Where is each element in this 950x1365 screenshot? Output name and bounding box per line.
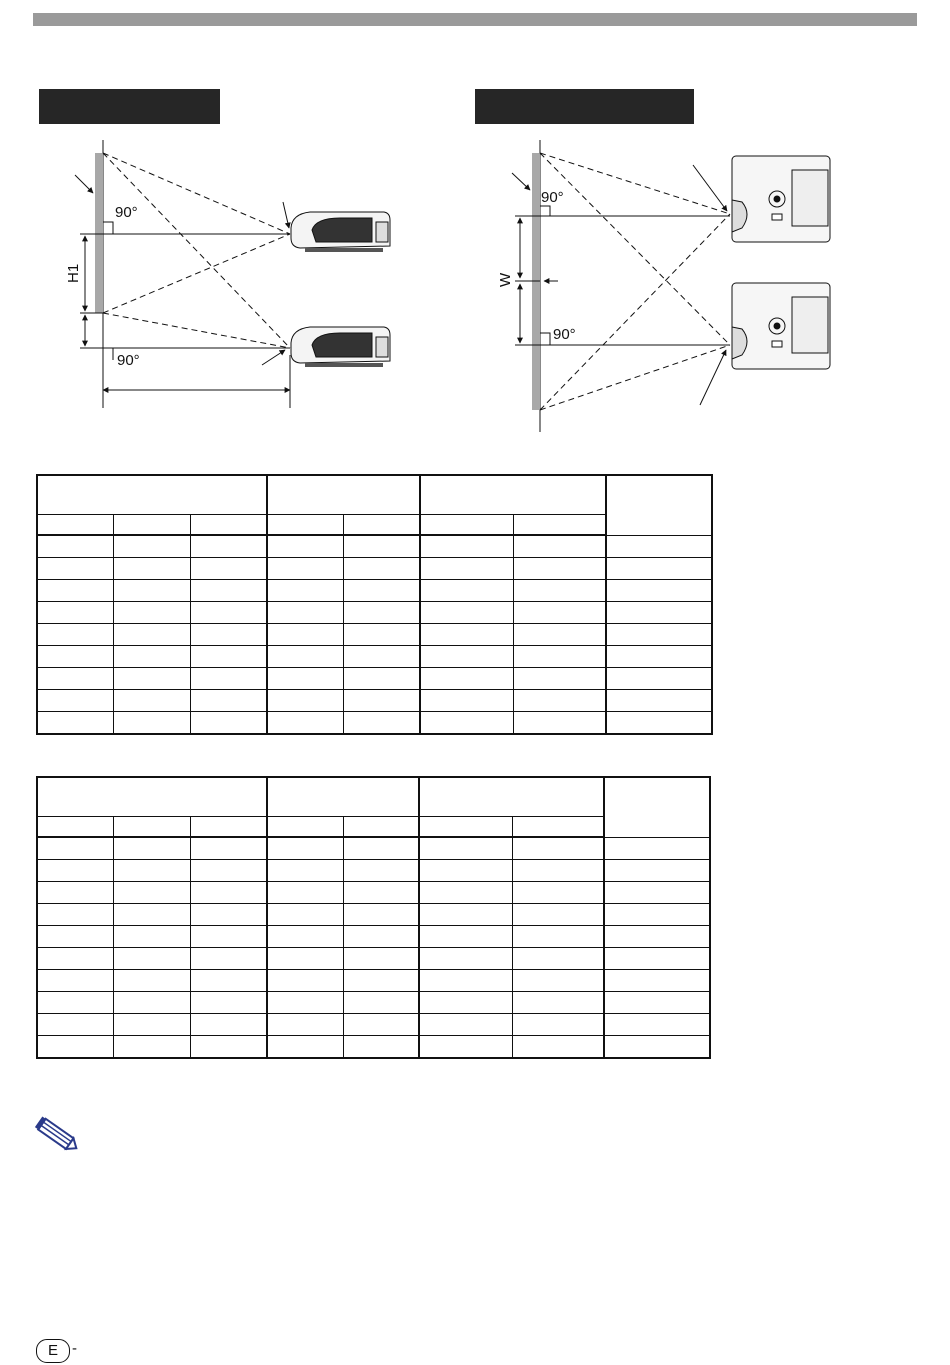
table-row xyxy=(37,558,712,580)
table-row xyxy=(37,882,710,904)
header-group-1 xyxy=(37,777,267,817)
header-group-1 xyxy=(37,475,267,515)
table-row xyxy=(37,1036,710,1059)
header-group-4 xyxy=(604,777,710,837)
table-row xyxy=(37,602,712,624)
header-group-3 xyxy=(419,777,604,817)
angle-label-right-bottom: 90° xyxy=(553,326,576,343)
table-row xyxy=(37,948,710,970)
table-row xyxy=(37,668,712,690)
diagram-right xyxy=(512,140,730,432)
projector-icon xyxy=(732,156,830,242)
table-row xyxy=(37,1014,710,1036)
table-row xyxy=(37,837,710,860)
dim-label-w: W xyxy=(497,272,514,287)
page-number-separator: - xyxy=(72,1340,77,1357)
table-row xyxy=(37,690,712,712)
table-row xyxy=(37,712,712,735)
table-row xyxy=(37,992,710,1014)
table-row xyxy=(37,926,710,948)
dim-label-h1: H1 xyxy=(65,263,82,283)
projector-icon xyxy=(291,327,390,367)
projector-icon xyxy=(732,283,830,369)
table-row xyxy=(37,860,710,882)
angle-label-right-top: 90° xyxy=(541,189,564,206)
angle-label-left-top: 90° xyxy=(115,204,138,221)
header-group-4 xyxy=(606,475,712,535)
page-language-badge: E xyxy=(36,1339,70,1363)
projector-icon xyxy=(291,212,390,252)
pencil-note-icon xyxy=(34,1116,82,1156)
table-row xyxy=(37,904,710,926)
table-row xyxy=(37,970,710,992)
data-table-1 xyxy=(36,474,713,735)
projection-diagrams xyxy=(0,0,950,450)
diagram-left xyxy=(75,140,290,408)
header-group-2 xyxy=(267,475,420,515)
table-row xyxy=(37,624,712,646)
table-row xyxy=(37,646,712,668)
header-group-2 xyxy=(267,777,419,817)
table-row xyxy=(37,535,712,558)
header-group-3 xyxy=(420,475,606,515)
data-table-2 xyxy=(36,776,711,1059)
table-row xyxy=(37,580,712,602)
angle-label-left-bottom: 90° xyxy=(117,352,140,369)
